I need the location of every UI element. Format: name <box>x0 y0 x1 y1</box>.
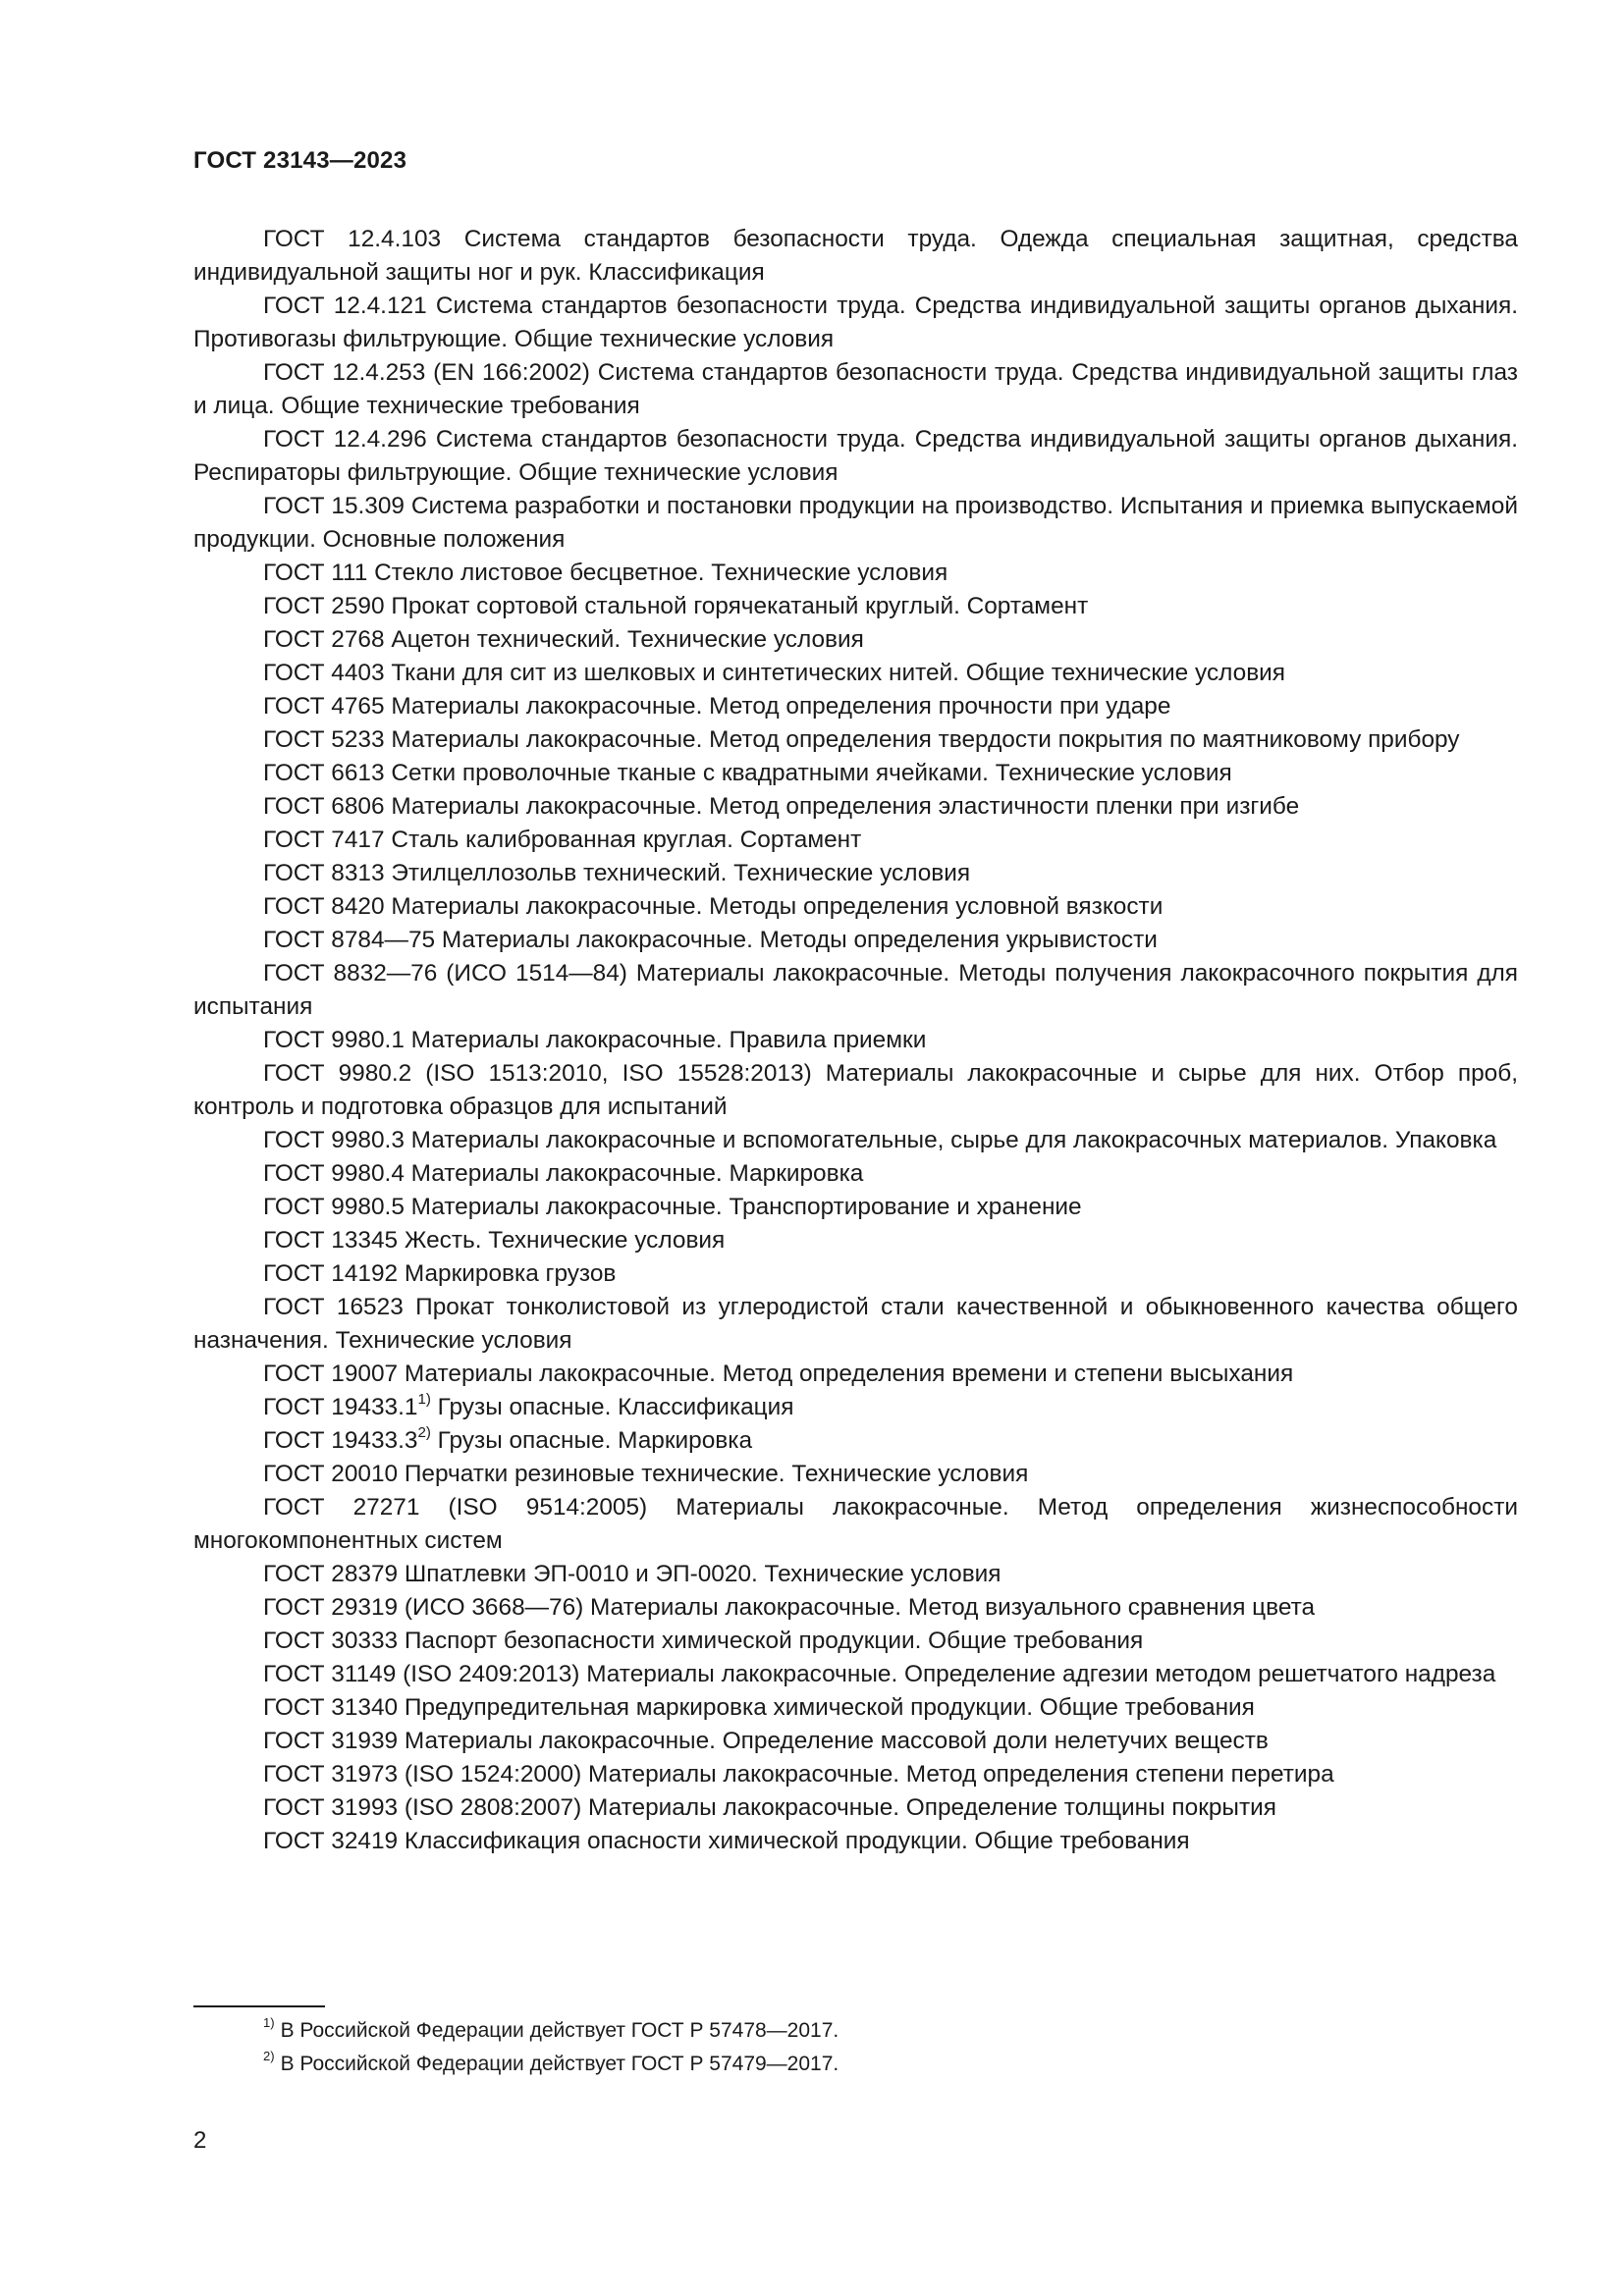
reference-title: Грузы опасные. Маркировка <box>430 1427 753 1454</box>
footnote-text: В Российской Федерации действует ГОСТ Р 57479—2017. <box>280 2053 839 2075</box>
reference-code: ГОСТ 19433.1 <box>263 1394 418 1420</box>
reference-item: ГОСТ 6613 Сетки проволочные тканые с квадратными ячейками. Технические условия <box>263 760 1232 786</box>
reference-code: ГОСТ 19433.3 <box>263 1427 418 1454</box>
reference-item: ГОСТ 14192 Маркировка грузов <box>263 1260 617 1287</box>
reference-item: ГОСТ 31973 (ISO 1524:2000) Материалы лакокрасочные. Метод определения степени перетира <box>263 1761 1334 1788</box>
footnote-separator <box>193 2005 325 2007</box>
reference-item: ГОСТ 15.309 Система разработки и постановки продукции на производство. Испытания и приемка выпускаемой продукции. Основные положения <box>193 493 1518 553</box>
reference-item: ГОСТ 28379 Шпатлевки ЭП-0010 и ЭП-0020. Технические условия <box>263 1561 1001 1587</box>
reference-item: ГОСТ 9980.4 Материалы лакокрасочные. Маркировка <box>263 1160 864 1187</box>
reference-item: ГОСТ 6806 Материалы лакокрасочные. Метод определения эластичности пленки при изгибе <box>263 793 1300 820</box>
reference-item: ГОСТ 12.4.296 Система стандартов безопасности труда. Средства индивидуальной защиты органов дыхания. Респираторы фильтрующие. Общие технические условия <box>193 426 1518 486</box>
footnote-marker: 1) <box>417 1390 431 1408</box>
reference-item-footnoted <box>193 1391 1518 1424</box>
reference-item: ГОСТ 13345 Жесть. Технические условия <box>263 1227 726 1254</box>
reference-item: ГОСТ 9980.2 (ISO 1513:2010, ISO 15528:2013) Материалы лакокрасочные и сырье для них. Отбор проб, контроль и подготовка образцов для испытаний <box>193 1060 1518 1120</box>
reference-item: ГОСТ 31149 (ISO 2409:2013) Материалы лакокрасочные. Определение адгезии методом решетчатого надреза <box>263 1661 1496 1687</box>
reference-item: ГОСТ 29319 (ИСО 3668—76) Материалы лакокрасочные. Метод визуального сравнения цвета <box>263 1594 1316 1621</box>
reference-title: Грузы опасные. Классификация <box>430 1394 794 1420</box>
reference-item: ГОСТ 2590 Прокат сортовой стальной горячекатаный круглый. Сортамент <box>263 593 1089 619</box>
reference-item: ГОСТ 12.4.103 Система стандартов безопасности труда. Одежда специальная защитная, средства индивидуальной защиты ног и рук. Классификация <box>193 226 1518 286</box>
footnote-mark: 2) <box>263 2049 275 2064</box>
reference-item: ГОСТ 16523 Прокат тонколистовой из углеродистой стали качественной и обыкновенного качества общего назначения. Технические условия <box>193 1294 1518 1354</box>
reference-item: ГОСТ 20010 Перчатки резиновые технические. Технические условия <box>263 1461 1029 1487</box>
footnote <box>263 2048 839 2081</box>
reference-item: ГОСТ 9980.1 Материалы лакокрасочные. Правила приемки <box>263 1027 927 1053</box>
reference-item: ГОСТ 8420 Материалы лакокрасочные. Методы определения условной вязкости <box>263 893 1164 920</box>
reference-item: ГОСТ 12.4.121 Система стандартов безопасности труда. Средства индивидуальной защиты органов дыхания. Противогазы фильтрующие. Общие технические условия <box>193 293 1518 352</box>
reference-item: ГОСТ 8784—75 Материалы лакокрасочные. Методы определения укрывистости <box>263 927 1158 953</box>
reference-item: ГОСТ 30333 Паспорт безопасности химической продукции. Общие требования <box>263 1628 1144 1654</box>
normative-references-list <box>193 223 1518 1858</box>
reference-item: ГОСТ 9980.3 Материалы лакокрасочные и вспомогательные, сырье для лакокрасочных материалов. Упаковка <box>263 1127 1497 1153</box>
reference-item: ГОСТ 111 Стекло листовое бесцветное. Технические условия <box>263 560 948 586</box>
reference-item: ГОСТ 31993 (ISO 2808:2007) Материалы лакокрасочные. Определение толщины покрытия <box>263 1794 1276 1821</box>
page-number: 2 <box>193 2127 207 2154</box>
reference-item: ГОСТ 9980.5 Материалы лакокрасочные. Транспортирование и хранение <box>263 1194 1082 1220</box>
reference-item: ГОСТ 5233 Материалы лакокрасочные. Метод определения твердости покрытия по маятниковому прибору <box>263 726 1460 753</box>
reference-item: ГОСТ 19007 Материалы лакокрасочные. Метод определения времени и степени высыхания <box>263 1361 1294 1387</box>
reference-item: ГОСТ 27271 (ISO 9514:2005) Материалы лакокрасочные. Метод определения жизнеспособности многокомпонентных систем <box>193 1494 1518 1554</box>
footnote-marker: 2) <box>417 1423 431 1441</box>
reference-item: ГОСТ 31939 Материалы лакокрасочные. Определение массовой доли нелетучих веществ <box>263 1728 1269 1754</box>
reference-item: ГОСТ 2768 Ацетон технический. Технические условия <box>263 626 864 653</box>
reference-item: ГОСТ 31340 Предупредительная маркировка химической продукции. Общие требования <box>263 1694 1255 1721</box>
reference-item: ГОСТ 8313 Этилцеллозольв технический. Технические условия <box>263 860 971 886</box>
document-header: ГОСТ 23143—2023 <box>193 147 407 174</box>
reference-item: ГОСТ 4403 Ткани для сит из шелковых и синтетических нитей. Общие технические условия <box>263 660 1285 686</box>
reference-item: ГОСТ 4765 Материалы лакокрасочные. Метод определения прочности при ударе <box>263 693 1171 720</box>
reference-item: ГОСТ 8832—76 (ИСО 1514—84) Материалы лакокрасочные. Методы получения лакокрасочного покрытия для испытания <box>193 960 1518 1020</box>
reference-item: ГОСТ 32419 Классификация опасности химической продукции. Общие требования <box>263 1828 1190 1854</box>
reference-item: ГОСТ 7417 Сталь калиброванная круглая. Сортамент <box>263 827 862 853</box>
reference-item: ГОСТ 12.4.253 (EN 166:2002) Система стандартов безопасности труда. Средства индивидуальной защиты глаз и лица. Общие технические требования <box>193 359 1518 419</box>
footnote <box>263 2014 839 2048</box>
reference-item-footnoted <box>193 1424 1518 1458</box>
footnotes <box>263 2014 839 2081</box>
footnote-text: В Российской Федерации действует ГОСТ Р 57478—2017. <box>280 2019 839 2042</box>
footnote-mark: 1) <box>263 2015 275 2031</box>
